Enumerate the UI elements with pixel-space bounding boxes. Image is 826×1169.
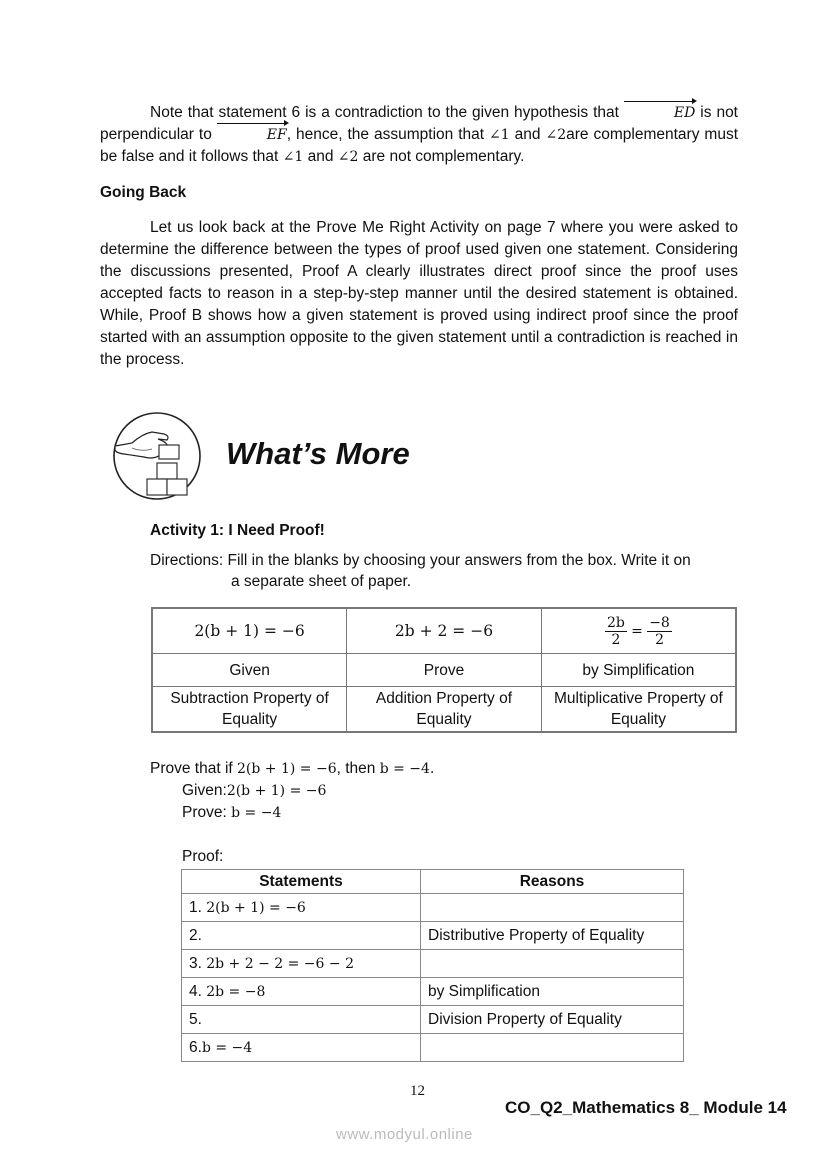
numerator: 2b <box>606 614 625 631</box>
step-number: 5. <box>189 1010 202 1028</box>
text: is not perpendicular to <box>100 104 738 143</box>
table-row <box>182 1034 684 1062</box>
choice-cell: Multiplicative Property of Equality <box>541 687 736 733</box>
math: b = −4 <box>379 761 430 777</box>
statement-cell <box>182 922 421 950</box>
reason-cell <box>421 894 684 922</box>
directions-text: Fill in the blanks by choosing your answers from the box. Write it on <box>223 552 691 569</box>
statement: 2b + 2 − 2 = −6 − 2 <box>206 955 354 972</box>
fraction <box>605 615 627 648</box>
equals-sign: = <box>631 623 643 640</box>
text: are complementary must be false and it follows that <box>100 126 738 165</box>
choice-cell: Addition Property of Equality <box>347 687 542 733</box>
table-row <box>182 1006 684 1034</box>
directions <box>150 550 750 592</box>
text: and <box>509 126 546 143</box>
statement-cell <box>182 950 421 978</box>
text: Note that statement 6 is a contradiction to the given hypothesis that <box>150 104 624 121</box>
prove-label: Prove: <box>182 804 232 821</box>
text: and <box>303 148 338 165</box>
reason-cell <box>421 950 684 978</box>
section-title: What’s More <box>226 436 410 471</box>
table-row <box>182 978 684 1006</box>
page-number: 12 <box>410 1083 425 1099</box>
table-row <box>182 922 684 950</box>
reason-cell: Division Property of Equality <box>421 1006 684 1034</box>
given-line <box>150 780 434 802</box>
watermark: www.modyul.online <box>336 1126 473 1143</box>
angle-1: ∠1 <box>489 127 510 143</box>
statement-cell <box>182 894 421 922</box>
choice-cell <box>541 608 736 654</box>
text: Prove that if <box>150 760 238 777</box>
statement: 2(b + 1) = −6 <box>206 899 306 916</box>
choices-box <box>151 607 737 733</box>
directions-text-cont: a separate sheet of paper. <box>231 573 412 590</box>
step-number: 4. <box>189 982 207 1000</box>
fraction <box>647 615 672 648</box>
header-statements: Statements <box>182 870 421 894</box>
statement: 2b = −8 <box>206 983 266 1000</box>
step-number: 6. <box>189 1038 202 1056</box>
table-row <box>182 950 684 978</box>
step-number: 2. <box>189 926 202 944</box>
given-value: 2(b + 1) = −6 <box>226 783 327 799</box>
statement-cell <box>182 1006 421 1034</box>
text: are not complementary. <box>358 148 525 165</box>
choice-cell: Subtraction Property of Equality <box>152 687 347 733</box>
prove-line <box>150 802 434 824</box>
hand-stacking-blocks-icon <box>112 412 202 500</box>
text: . <box>429 760 435 777</box>
problem-statement <box>150 758 434 824</box>
activity-title: Activity 1: I Need Proof! <box>150 522 325 539</box>
choice-cell: 2(b + 1) = −6 <box>152 608 347 654</box>
statement-cell <box>182 1034 421 1062</box>
vector-ed: ED <box>624 102 695 124</box>
going-back-heading: Going Back <box>100 184 187 201</box>
given-label: Given: <box>182 782 227 799</box>
angle-2: ∠2 <box>337 149 359 165</box>
prove-value: b = −4 <box>231 805 282 821</box>
proof-table <box>181 869 684 1062</box>
angle-2: ∠2 <box>545 127 567 143</box>
proof-label: Proof: <box>182 848 224 865</box>
choice-cell: by Simplification <box>541 654 736 687</box>
module-footer: CO_Q2_Mathematics 8_ Module 14 <box>505 1098 787 1117</box>
going-back-paragraph: Let us look back at the Prove Me Right Activity on page 7 where you were asked to determine the difference between the types of proof used given one statement. Considering the discussions presented, Proof A clearly illustrates direct proof since the proof uses accepted facts to reason in a step-by-step manner until the desired statement is obtained. While, Proof B shows how a given statement is proved using indirect proof since the proof started with an assumption opposite to the given statement until a contradiction is reached in the process. <box>100 219 738 368</box>
choice-cell: Given <box>152 654 347 687</box>
angle-1: ∠1 <box>282 149 304 165</box>
step-number: 3. <box>189 954 207 972</box>
statement-cell <box>182 978 421 1006</box>
numerator: −8 <box>649 614 670 631</box>
table-row <box>182 894 684 922</box>
reason-cell: Distributive Property of Equality <box>421 922 684 950</box>
statement: b = −4 <box>201 1039 253 1056</box>
text: , then <box>336 760 380 777</box>
math: 2(b + 1) = −6 <box>237 761 337 777</box>
step-number: 1. <box>189 898 207 916</box>
text: , hence, the assumption that <box>286 126 490 143</box>
choice-cell: Prove <box>347 654 542 687</box>
reason-cell: by Simplification <box>421 978 684 1006</box>
reason-cell <box>421 1034 684 1062</box>
header-reasons: Reasons <box>421 870 684 894</box>
denominator: 2 <box>655 631 664 648</box>
directions-label: Directions: <box>150 552 224 569</box>
vector-ef: EF <box>217 124 287 146</box>
denominator: 2 <box>611 631 621 648</box>
intro-paragraph <box>100 102 738 168</box>
choice-cell: 2b + 2 = −6 <box>347 608 542 654</box>
